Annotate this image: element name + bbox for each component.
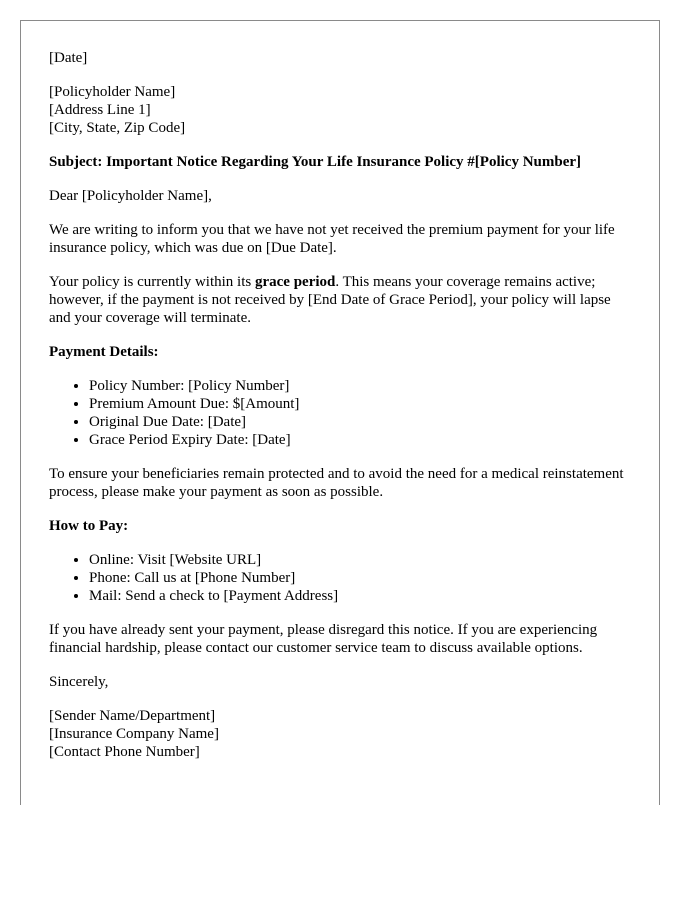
signature-sender: [Sender Name/Department] xyxy=(49,708,216,724)
payment-details-list xyxy=(49,377,631,449)
recipient-address-line-1: [Address Line 1] xyxy=(49,102,151,118)
recipient-address xyxy=(49,83,631,137)
signature-phone: [Contact Phone Number] xyxy=(49,744,200,760)
how-to-pay-item: • Online: Visit [Website URL] xyxy=(89,551,631,569)
subject-line: Subject: Important Notice Regarding Your Life Insurance Policy #[Policy Number] xyxy=(49,154,582,170)
grace-period-text-before: Your policy is currently within its xyxy=(49,274,255,290)
payment-details-item: • Policy Number: [Policy Number] xyxy=(89,377,631,395)
letter-date: [Date] xyxy=(49,50,88,66)
reinstatement-paragraph: To ensure your beneficiaries remain protected and to avoid the need for a medical reinstatement process, please make your payment as soon as possible. xyxy=(49,466,624,500)
how-to-pay-item: • Mail: Send a check to [Payment Address] xyxy=(89,587,631,605)
payment-details-item: • Original Due Date: [Date] xyxy=(89,413,631,431)
signature-company: [Insurance Company Name] xyxy=(49,726,219,742)
letter-page xyxy=(20,20,660,805)
grace-period-text-after: . This means your coverage remains active; however, if the payment is not received by [End Date of Grace Period], your policy will lapse and your coverage will terminate. xyxy=(49,274,611,326)
intro-paragraph: We are writing to inform you that we have not yet received the premium payment for your life insurance policy, which was due on [Due Date]. xyxy=(49,222,615,256)
grace-period-paragraph xyxy=(49,273,631,327)
signature-block xyxy=(49,707,631,761)
recipient-city-state-zip: [City, State, Zip Code] xyxy=(49,120,186,136)
grace-period-emphasis: grace period xyxy=(254,274,336,290)
how-to-pay-heading: How to Pay: xyxy=(49,518,129,534)
payment-details-item: • Premium Amount Due: $[Amount] xyxy=(89,395,631,413)
salutation: Dear [Policyholder Name], xyxy=(49,188,212,204)
recipient-name: [Policyholder Name] xyxy=(49,84,176,100)
payment-details-item: • Grace Period Expiry Date: [Date] xyxy=(89,431,631,449)
how-to-pay-item: • Phone: Call us at [Phone Number] xyxy=(89,569,631,587)
how-to-pay-list xyxy=(49,551,631,605)
hardship-paragraph: If you have already sent your payment, please disregard this notice. If you are experiencing financial hardship, please contact our customer service team to discuss available options. xyxy=(49,622,598,656)
closing: Sincerely, xyxy=(49,674,109,690)
payment-details-heading: Payment Details: xyxy=(49,344,159,360)
